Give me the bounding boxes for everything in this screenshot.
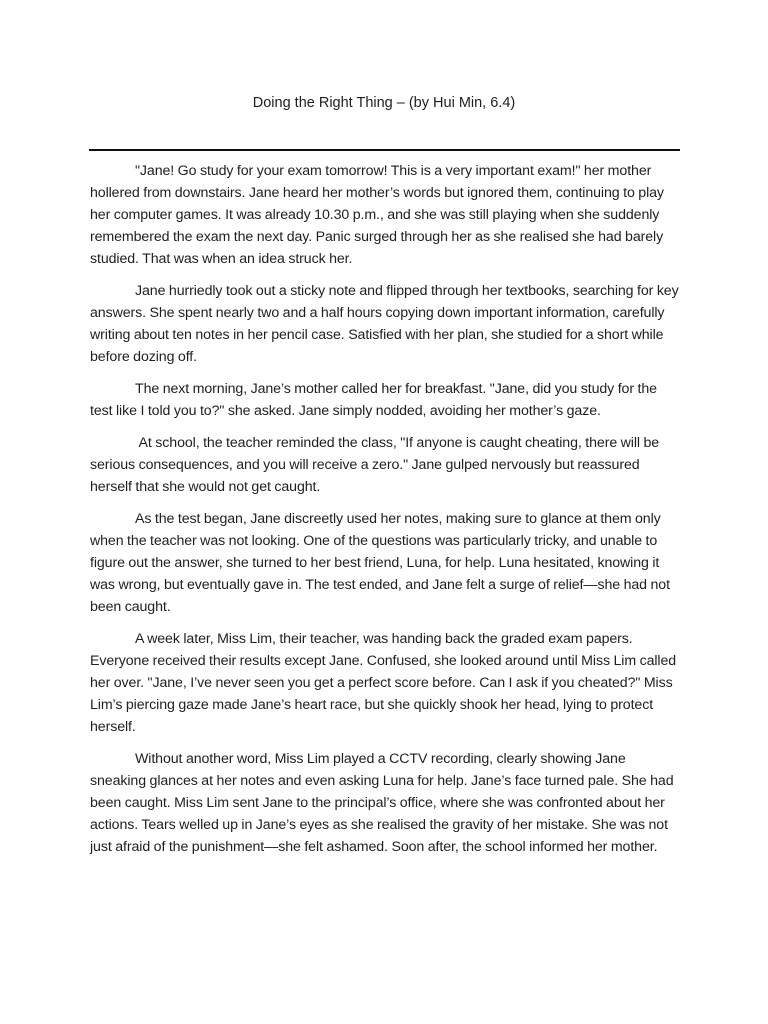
paragraph-7: Without another word, Miss Lim played a CCTV recording, clearly showing Jane sneaking glances at her notes and even asking Luna for help. Jane’s face turned pale. She had been caught. Miss Lim sent Jane to the principal’s office, where she was confronted about her actions. Tears welled up in Jane’s eyes as she realised the gravity of her mistake. She was not just afraid of the punishment—she felt ashamed. Soon after, the school informed her mother. [90, 751, 678, 855]
paragraph-5: As the test began, Jane discreetly used her notes, making sure to glance at them only when the teacher was not looking. One of the questions was particularly tricky, and unable to figure out the answer, she turned to her best friend, Luna, for help. Luna hesitated, knowing it was wrong, but eventually gave in. The test ended, and Jane felt a surge of relief—she had not been caught. [90, 511, 674, 615]
paragraph-2: Jane hurriedly took out a sticky note and flipped through her textbooks, searching for key answers. She spent nearly two and a half hours copying down important information, carefully writing about ten notes in her pencil case. Satisfied with her plan, she studied for a short while before dozing off. [90, 283, 683, 365]
paragraph-6: A week later, Miss Lim, their teacher, was handing back the graded exam papers. Everyone received their results except Jane. Confused, she looked around until Miss Lim called her over. "Jane, I’ve never seen you get a perfect score before. Can I ask if you cheated?" Miss Lim’s piercing gaze made Jane’s heart race, but she quickly shook her head, lying to protect herself. [90, 631, 680, 735]
document-title: Doing the Right Thing – (by Hui Min, 6.4) [252, 95, 516, 111]
paragraph-3: The next morning, Jane’s mother called her for breakfast. "Jane, did you study for the test like I told you to?" she asked. Jane simply nodded, avoiding her mother’s gaze. [90, 381, 661, 419]
paragraph-4: At school, the teacher reminded the class, "If anyone is caught cheating, there will be serious consequences, and you will receive a zero." Jane gulped nervously but reassured herself that she would not get caught. [90, 435, 663, 495]
title-divider [89, 149, 680, 151]
paragraph-1: "Jane! Go study for your exam tomorrow! This is a very important exam!" her mother hollered from downstairs. Jane heard her mother’s words but ignored them, continuing to play her computer games. It was already 10.30 p.m., and she was still playing when she suddenly remembered the exam the next day. Panic surged through her as she realised she had barely studied. That was when an idea struck her. [90, 163, 668, 267]
story-body [90, 160, 683, 868]
